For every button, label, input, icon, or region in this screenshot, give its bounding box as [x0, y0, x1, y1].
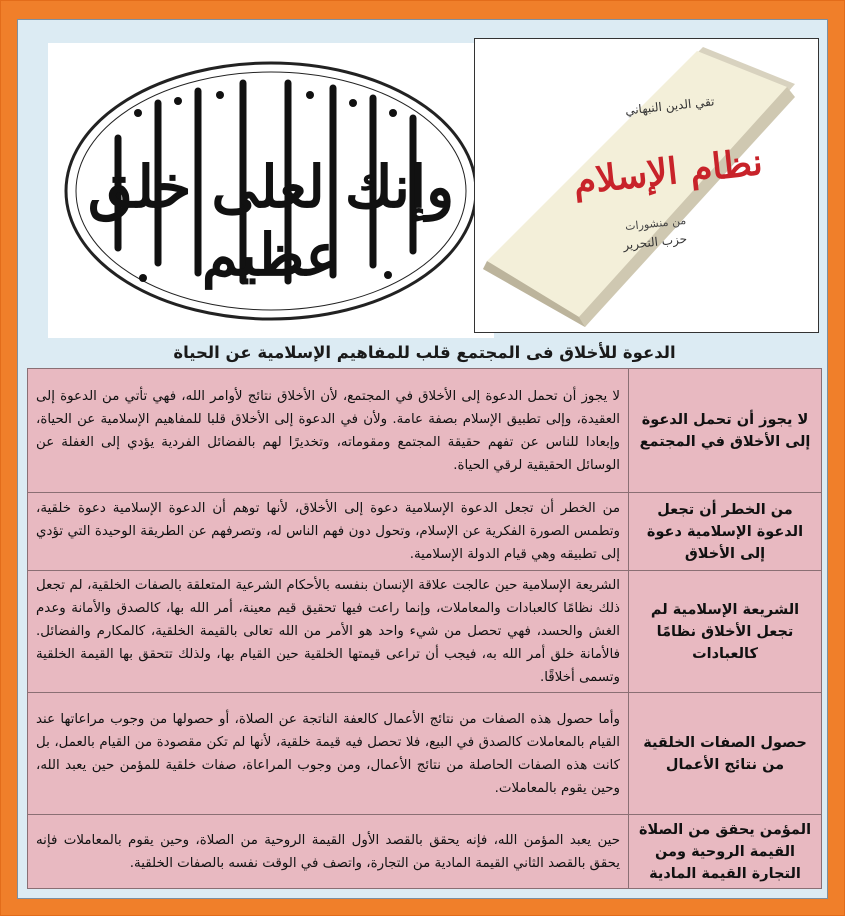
row-body: من الخطر أن تجعل الدعوة الإسلامية دعوة إلى الأخلاق، لأنها توهم أن الدعوة الإسلامية دعوة خلقية، وتطمس الصورة الفكرية عن الإسلام، وتحول دون فهم الناس له، وتصرفهم عن الطريقة الوحيدة التي تؤدي إلى تطبيقه وهي قيام الدولة الإسلامية.: [28, 493, 629, 571]
row-title: حصول الصفات الخلقية من نتائج الأعمال: [629, 693, 822, 815]
book-cover-image: [474, 38, 819, 333]
row-title: لا يجوز أن تحمل الدعوة إلى الأخلاق في المجتمع: [629, 369, 822, 493]
table-row: [28, 815, 822, 889]
row-title: المؤمن يحقق من الصلاة القيمة الروحية ومن التجارة القيمة المادية: [629, 815, 822, 889]
row-body: حين يعبد المؤمن الله، فإنه يحقق بالقصد الأول القيمة الروحية من الصلاة، وحين يقوم بالمعاملات فإنه يحقق بالقصد الثاني القيمة المادية من التجارة، واتصف في الوقت نفسه بالصفات الخلقية.: [28, 815, 629, 889]
page-title: الدعوة للأخلاق فى المجتمع قلب للمفاهيم الإسلامية عن الحياة: [173, 343, 676, 362]
book-publisher-line2: حزب التحرير: [622, 231, 688, 253]
calligraphy-image: [48, 43, 494, 338]
table-row: [28, 693, 822, 815]
calligraphy-text: وإنك لعلى خلق عظيم: [87, 153, 455, 289]
row-body: وأما حصول هذه الصفات من نتائج الأعمال كالعفة الناتجة عن الصلاة، أو حصولها من وجوب مراعاتها عند القيام بالمعاملات كالصدق في البيع، فلا تحصل فيه قيمة خلقية، لأنها لم تكن مقصودة من القيام بالعمل، بل كانت هذه الصفات الحاصلة من نتائج الأعمال، ومن وجوب المراعاة، صفات خلقية للمؤمن حين يعبد الله، وحين يقوم بالمعاملات.: [28, 693, 629, 815]
table-row: [28, 571, 822, 693]
row-title: الشريعة الإسلامية لم تجعل الأخلاق نظامًا كالعبادات: [629, 571, 822, 693]
book-title: نظام الإسلام: [571, 141, 765, 203]
row-body: الشريعة الإسلامية حين عالجت علاقة الإنسان بنفسه بالأحكام الشرعية المتعلقة بالصفات الخلقية، لم تجعل ذلك نظامًا كالعبادات والمعاملات، وإنما راعت فيها تحقيق قيم معينة، أمر الله بها، كالصدق والأمانة وعدم الغش والحسد، فهي تحصل من شيء واحد هو الأمر من الله تعالى بالقيمة الخلقية، كالمكارم والفضائل. فالأمانة خلق أمر الله به، فيجب أن تراعى قيمتها الخلقية حين القيام بها، ولذلك تتحقق بها القيمة الخلقية وتسمى أخلاقًا.: [28, 571, 629, 693]
book-author: تقي الدين النبهاني: [624, 94, 716, 118]
content-table: [27, 368, 822, 889]
row-body: لا يجوز أن تحمل الدعوة إلى الأخلاق في المجتمع، لأن الأخلاق نتائج لأوامر الله، فهي تأتي من الدعوة إلى العقيدة، وإلى تطبيق الإسلام بصفة عامة. ولأن في الدعوة إلى الأخلاق قلبا للمفاهيم الإسلامية عن الحياة، وإبعادا للناس عن تفهم حقيقة المجتمع ومقوماته، وتخديرًا لهم بالفضائل الفردية يؤدي إلى الغفلة عن الوسائل الحقيقية لرقي الحياة.: [28, 369, 629, 493]
row-title: من الخطر أن تجعل الدعوة الإسلامية دعوة إلى الأخلاق: [629, 493, 822, 571]
table-row: [28, 369, 822, 493]
book-publisher-line1: من منشورات: [624, 213, 687, 234]
table-row: [28, 493, 822, 571]
